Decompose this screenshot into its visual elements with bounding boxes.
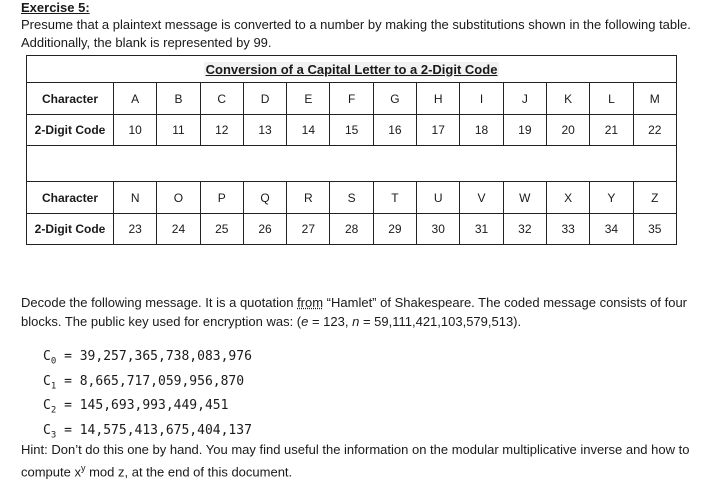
- code-cell: 13: [243, 115, 286, 146]
- code-cell: 32: [503, 214, 546, 245]
- code-cell: 12: [200, 115, 243, 146]
- code-cell: 23: [114, 214, 157, 245]
- character-cell: I: [460, 83, 503, 115]
- ciphertext-blocks: [43, 347, 252, 445]
- cipher-base: C: [43, 349, 51, 364]
- code-cell: 19: [503, 115, 546, 146]
- character-cell: U: [417, 182, 460, 214]
- code-cell: 24: [157, 214, 200, 245]
- cipher-base: C: [43, 373, 51, 389]
- code-cell: 29: [373, 214, 416, 245]
- hint-text-2: mod z, at the end of this document.: [85, 464, 293, 480]
- table-caption-cell: [27, 56, 677, 83]
- decode-instructions: [21, 293, 701, 331]
- exercise-intro: Presume that a plaintext message is converted to a number by making the substitutions shown in the following table. Additionally, the blank is represented by 99.: [21, 17, 691, 50]
- cipher-value: = 39,257,365,738,083,976: [56, 349, 252, 364]
- decode-n-value: = 59,111,421,103,579,513).: [359, 314, 522, 329]
- table-code-row: [27, 115, 677, 146]
- table-code-row: [27, 214, 677, 245]
- cipher-sub: 1: [50, 381, 57, 392]
- code-cell: 27: [287, 214, 330, 245]
- cipher-sub: 2: [50, 405, 57, 416]
- code-cell: 31: [460, 214, 503, 245]
- decode-text-2: “Hamlet” of Shakespeare. The coded message consists of four blocks. The public key used for encryption was: (: [21, 295, 688, 329]
- ciphertext-line: [43, 396, 252, 421]
- code-cell: 10: [114, 115, 157, 146]
- code-cell: 17: [417, 115, 460, 146]
- decode-from-word: from: [297, 295, 324, 310]
- code-row-header: 2-Digit Code: [27, 214, 114, 245]
- table-character-row: [27, 182, 677, 214]
- code-cell: 25: [200, 214, 243, 245]
- character-cell: Q: [243, 182, 286, 214]
- cipher-value: = 145,693,993,449,451: [56, 398, 229, 414]
- hint-superscript: y: [80, 463, 86, 473]
- character-cell: Y: [590, 182, 633, 214]
- code-cell: 20: [546, 115, 589, 146]
- cipher-sub: 3: [50, 430, 57, 441]
- code-cell: 34: [590, 214, 633, 245]
- decode-text-1: Decode the following message. It is a quotation: [21, 295, 298, 310]
- character-cell: L: [590, 83, 633, 115]
- character-cell: G: [373, 83, 416, 115]
- table-caption-row: [27, 56, 677, 83]
- decode-n-label: n: [352, 314, 360, 329]
- code-row-header: 2-Digit Code: [27, 115, 114, 146]
- code-cell: 30: [417, 214, 460, 245]
- code-cell: 33: [546, 214, 589, 245]
- hint-text-1: Hint: Don’t do this one by hand. You may find useful the information on the modular multiplicative inverse and how to compute x: [21, 442, 690, 480]
- character-cell: K: [546, 83, 589, 115]
- code-cell: 16: [373, 115, 416, 146]
- character-cell: P: [200, 182, 243, 214]
- conversion-table: [26, 55, 677, 245]
- code-cell: 11: [157, 115, 200, 146]
- code-cell: 28: [330, 214, 373, 245]
- cipher-base: C: [43, 398, 51, 414]
- character-row-header: Character: [27, 83, 114, 115]
- character-cell: Z: [633, 182, 676, 214]
- character-cell: N: [114, 182, 157, 214]
- decode-e-value: = 123,: [308, 314, 353, 329]
- table-spacer-row: [27, 146, 677, 182]
- conversion-table-wrap: [26, 55, 676, 245]
- character-cell: E: [287, 83, 330, 115]
- character-cell: D: [243, 83, 286, 115]
- code-cell: 15: [330, 115, 373, 146]
- cipher-base: C: [43, 422, 51, 438]
- exercise-title: Exercise 5:: [21, 0, 90, 15]
- code-cell: 21: [590, 115, 633, 146]
- decode-e-label: e: [301, 314, 309, 329]
- character-cell: O: [157, 182, 200, 214]
- cipher-sub: 0: [50, 356, 57, 367]
- code-cell: 14: [287, 115, 330, 146]
- code-cell: 22: [633, 115, 676, 146]
- ciphertext-line: [43, 372, 252, 397]
- character-cell: M: [633, 83, 676, 115]
- code-cell: 26: [243, 214, 286, 245]
- character-cell: B: [157, 83, 200, 115]
- ciphertext-line: [43, 347, 252, 372]
- cipher-value: = 14,575,413,675,404,137: [56, 422, 252, 438]
- table-character-row: [27, 83, 677, 115]
- character-cell: S: [330, 182, 373, 214]
- table-spacer-cell: [27, 146, 677, 182]
- code-cell: 35: [633, 214, 676, 245]
- cipher-value: = 8,665,717,059,956,870: [56, 373, 245, 389]
- character-cell: R: [287, 182, 330, 214]
- character-cell: X: [546, 182, 589, 214]
- character-cell: W: [503, 182, 546, 214]
- character-cell: V: [460, 182, 503, 214]
- character-cell: J: [503, 83, 546, 115]
- code-cell: 18: [460, 115, 503, 146]
- character-cell: H: [417, 83, 460, 115]
- character-cell: T: [373, 182, 416, 214]
- table-caption: Conversion of a Capital Letter to a 2-Digit Code: [205, 61, 498, 77]
- hint-text: [21, 440, 701, 481]
- character-cell: C: [200, 83, 243, 115]
- character-cell: A: [114, 83, 157, 115]
- character-row-header: Character: [27, 182, 114, 214]
- character-cell: F: [330, 83, 373, 115]
